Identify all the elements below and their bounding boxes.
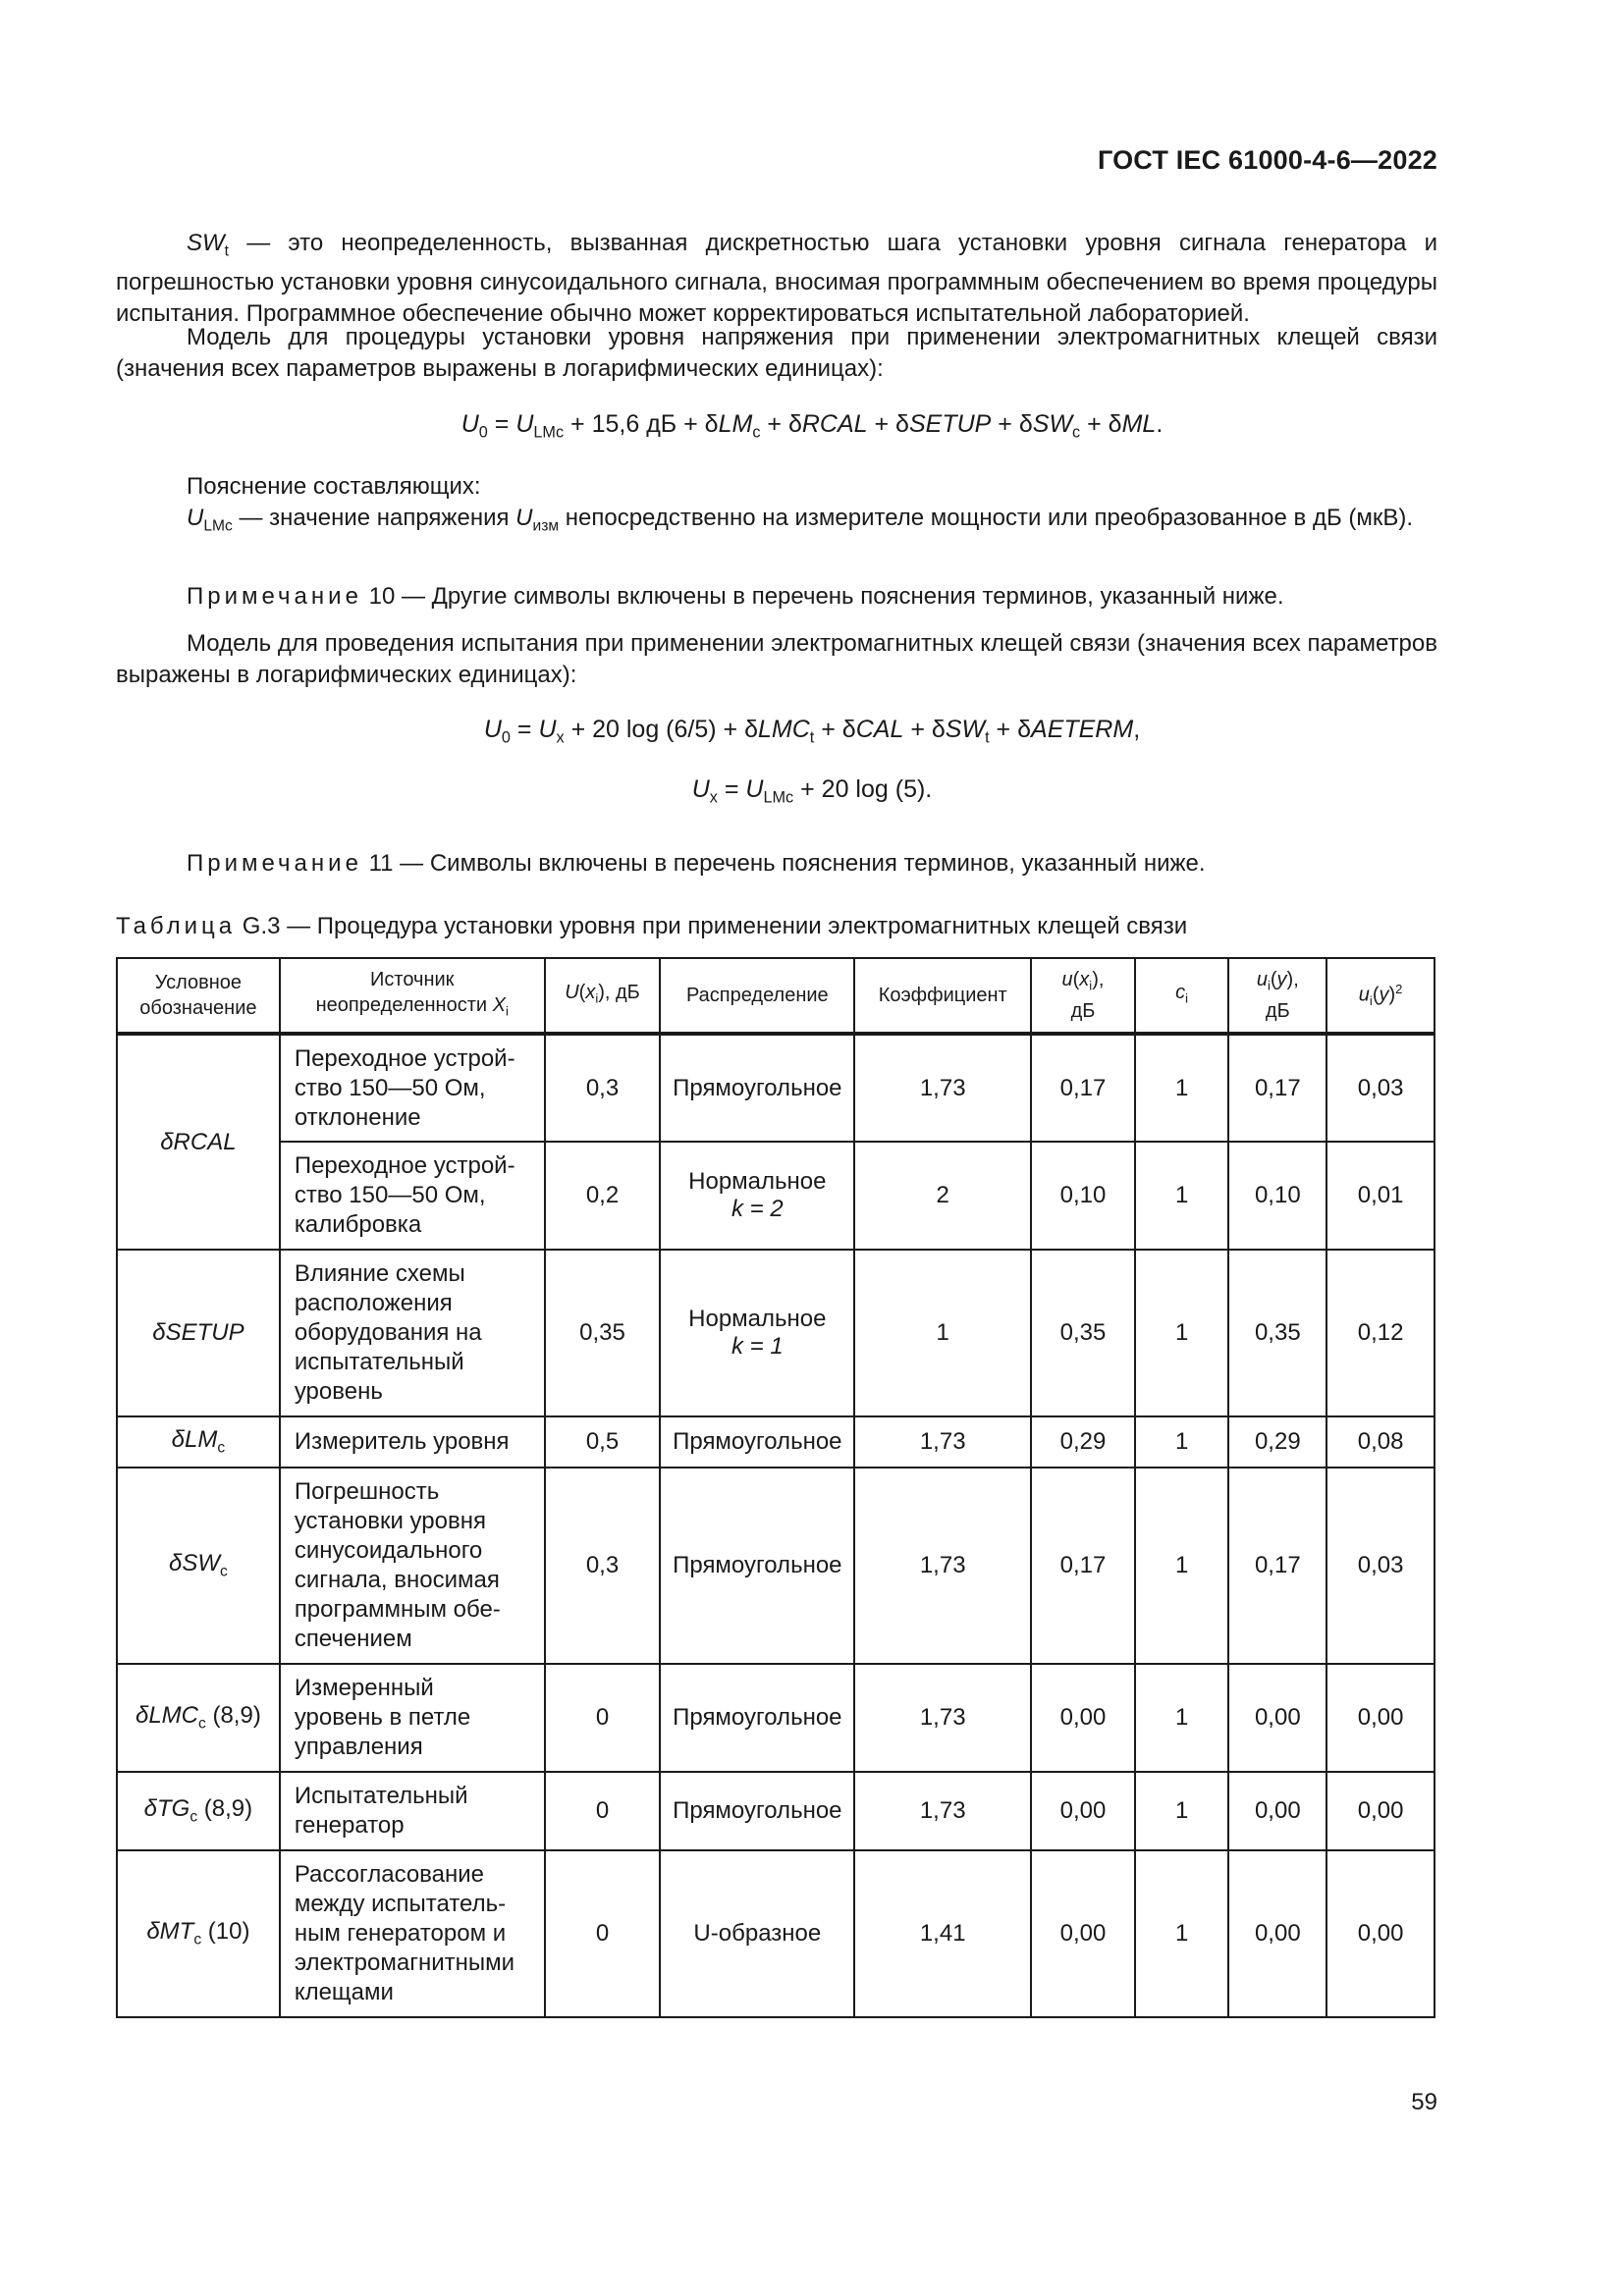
cell-uy: 0,00 <box>1228 1664 1326 1772</box>
cell-source: Переходное устрой- ство 150—50 Ом, калибровка <box>280 1142 545 1250</box>
table-row <box>117 1664 1435 1772</box>
cell-ci: 1 <box>1135 1416 1229 1468</box>
cell-ux: 0,35 <box>1031 1250 1135 1416</box>
cell-source: Рассогласование между испытатель- ным генератором и электромагнитными клещами <box>280 1850 545 2017</box>
cell-ux: 0,17 <box>1031 1468 1135 1664</box>
cell-coefficient: 2 <box>854 1142 1031 1250</box>
table-row <box>117 1772 1435 1850</box>
table-row <box>117 1142 1435 1250</box>
cell-ci: 1 <box>1135 1664 1229 1772</box>
table-row <box>117 1250 1435 1416</box>
cell-symbol: δSETUP <box>117 1250 280 1416</box>
cell-distribution: Нормальное k = 2 <box>660 1142 854 1250</box>
cell-source: Измеренный уровень в петле управления <box>280 1664 545 1772</box>
cell-uy: 0,00 <box>1228 1772 1326 1850</box>
cell-coefficient: 1,73 <box>854 1772 1031 1850</box>
cell-coefficient: 1 <box>854 1250 1031 1416</box>
cell-source: Влияние схемы расположения оборудования на испытательный уровень <box>280 1250 545 1416</box>
cell-ci: 1 <box>1135 1142 1229 1250</box>
header-source: Источник неопределенности $X_i$ <box>280 958 545 1034</box>
cell-ci: 1 <box>1135 1850 1229 2017</box>
header-coefficient: Коэффициент <box>854 958 1031 1034</box>
table-row <box>117 1468 1435 1664</box>
cell-uy: 0,17 <box>1228 1034 1326 1142</box>
cell-uy2: 0,03 <box>1326 1468 1435 1664</box>
cell-source: Переходное устрой- ство 150—50 Ом, отклонение <box>280 1034 545 1142</box>
paragraph-swt: $SW_t$ — это неопределенность, вызванная дискретностью шага установки уровня сигнала генератора и погрешностью установки уровня синусоидального сигнала, вносимая программным обеспечением во время процедуры испытания. Программное обеспечение обычно может корректироваться испытательной лабораторией. <box>116 230 1437 328</box>
cell-symbol: δLMC$_c$ (8,9) <box>117 1664 280 1772</box>
cell-coefficient: 1,73 <box>854 1416 1031 1468</box>
cell-distribution: Прямоугольное <box>660 1416 854 1468</box>
cell-u: 0,5 <box>545 1416 661 1468</box>
cell-distribution: Прямоугольное <box>660 1034 854 1142</box>
page-number: 59 <box>1411 2089 1437 2115</box>
uncertainty-table <box>116 957 1435 2018</box>
cell-symbol: δSW$_c$ <box>117 1468 280 1664</box>
cell-u: 0,35 <box>545 1250 661 1416</box>
cell-uy2: 0,08 <box>1326 1416 1435 1468</box>
cell-distribution: U-образное <box>660 1850 854 2017</box>
cell-symbol: δRCAL <box>117 1034 280 1250</box>
cell-coefficient: 1,41 <box>854 1850 1031 2017</box>
header-u-xi: $U(x_i)$, дБ <box>545 958 661 1034</box>
cell-u: 0,3 <box>545 1034 661 1142</box>
cell-u: 0 <box>545 1664 661 1772</box>
header-std-u-xi: $u(x_i)$, дБ <box>1031 958 1135 1034</box>
paragraph-model-setup: Модель для процедуры установки уровня напряжения при применении электромагнитных клещей связи (значения всех параметров выражены в логарифмических единицах): <box>116 324 1437 382</box>
note-11: Примечание 11 — Символы включены в перечень пояснения терминов, указанный ниже. <box>187 850 1206 877</box>
cell-coefficient: 1,73 <box>854 1468 1031 1664</box>
cell-uy: 0,29 <box>1228 1416 1326 1468</box>
cell-source: Погрешность установки уровня синусоидального сигнала, вносимая программным обе- спечением <box>280 1468 545 1664</box>
formula-u0-setup: $U_0 = U_{LMc} + 15,6$ дБ + δLM$_c$ + δRCAL + δSETUP + δSW$_c$ + δML. <box>460 410 1164 442</box>
table-row <box>117 1034 1435 1142</box>
table-caption: Таблица G.3 — Процедура установки уровня при применении электромагнитных клещей связи <box>116 913 1188 939</box>
cell-u: 0,2 <box>545 1142 661 1250</box>
table-header-row <box>117 958 1435 1034</box>
cell-uy2: 0,01 <box>1326 1142 1435 1250</box>
header-ci: $c_i$ <box>1135 958 1229 1034</box>
cell-ci: 1 <box>1135 1034 1229 1142</box>
cell-u: 0 <box>545 1772 661 1850</box>
cell-coefficient: 1,73 <box>854 1034 1031 1142</box>
cell-uy2: 0,03 <box>1326 1034 1435 1142</box>
cell-ux: 0,00 <box>1031 1664 1135 1772</box>
note-10: Примечание 10 — Другие символы включены в перечень пояснения терминов, указанный ниже. <box>187 583 1284 610</box>
cell-uy: 0,00 <box>1228 1850 1326 2017</box>
table-row <box>117 1850 1435 2017</box>
cell-symbol: δMT$_c$ (10) <box>117 1850 280 2017</box>
cell-uy2: 0,00 <box>1326 1664 1435 1772</box>
formula-ux: $U_x = U_{LMc} + 20$ log (5). <box>691 775 933 807</box>
cell-source: Измеритель уровня <box>280 1416 545 1468</box>
table-row <box>117 1416 1435 1468</box>
cell-distribution: Прямоугольное <box>660 1468 854 1664</box>
cell-uy2: 0,00 <box>1326 1850 1435 2017</box>
formula-u0-test: $U_0 = U_x + 20$ log (6/5) + δLMC$_t$ + δCAL + δSW$_t$ + δAETERM, <box>483 716 1141 747</box>
cell-coefficient: 1,73 <box>854 1664 1031 1772</box>
cell-ci: 1 <box>1135 1772 1229 1850</box>
header-distribution: Распределение <box>660 958 854 1034</box>
cell-ux: 0,29 <box>1031 1416 1135 1468</box>
cell-uy: 0,10 <box>1228 1142 1326 1250</box>
cell-ux: 0,00 <box>1031 1772 1135 1850</box>
standard-header: ГОСТ IEC 61000-4-6—2022 <box>1097 145 1437 175</box>
cell-ux: 0,00 <box>1031 1850 1135 2017</box>
cell-source: Испытательный генератор <box>280 1772 545 1850</box>
cell-uy: 0,17 <box>1228 1468 1326 1664</box>
cell-uy2: 0,00 <box>1326 1772 1435 1850</box>
paragraph-model-test: Модель для проведения испытания при применении электромагнитных клещей связи (значения всех параметров выражены в логарифмических единицах): <box>116 630 1437 688</box>
cell-distribution: Прямоугольное <box>660 1664 854 1772</box>
paragraph-ulmc: $U_{LMc}$ — значение напряжения $U_{изм}$ непосредственно на измерителе мощности или преобразованное в дБ (мкВ). <box>187 505 1414 535</box>
cell-u: 0 <box>545 1850 661 2017</box>
cell-distribution: Прямоугольное <box>660 1772 854 1850</box>
cell-uy: 0,35 <box>1228 1250 1326 1416</box>
cell-symbol: δTG$_c$ (8,9) <box>117 1772 280 1850</box>
cell-distribution: Нормальное k = 1 <box>660 1250 854 1416</box>
cell-ci: 1 <box>1135 1468 1229 1664</box>
cell-u: 0,3 <box>545 1468 661 1664</box>
cell-ux: 0,10 <box>1031 1142 1135 1250</box>
cell-uy2: 0,12 <box>1326 1250 1435 1416</box>
header-ui-y-squared: $u_i(y)^2$ <box>1326 958 1435 1034</box>
paragraph-explanation-title: Пояснение составляющих: <box>187 473 481 500</box>
cell-symbol: δLM$_c$ <box>117 1416 280 1468</box>
cell-ci: 1 <box>1135 1250 1229 1416</box>
header-symbol: Условное обозначение <box>117 958 280 1034</box>
cell-ux: 0,17 <box>1031 1034 1135 1142</box>
header-ui-y: $u_i(y)$, дБ <box>1228 958 1326 1034</box>
